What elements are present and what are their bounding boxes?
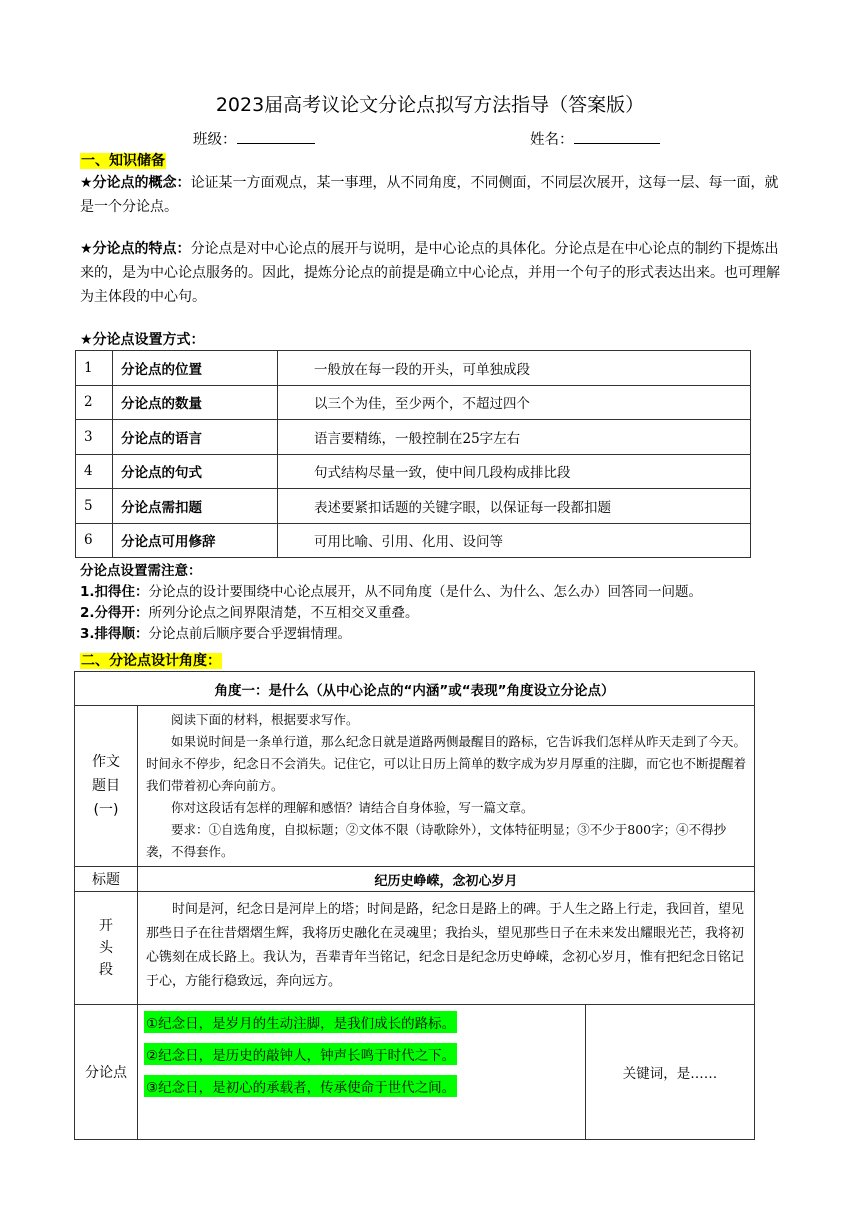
prompt-label: 作文 题目 (一)	[75, 706, 138, 867]
prompt-material: 阅读下面的材料，根据要求写作。 如果说时间是一条单行道，那么纪念日就是道路两侧最醒目的路标，它告诉我们怎样从昨天走到了今天。时间永不停步，纪念日不会消失。记住它，可以让日历上简单的数字成为岁月厚重的注脚，而它也不断提醒着我们带着初心奔向前方。 你对这段话有怎样的理解和感悟？请结合自身体验，写一篇文章。 要求：①自选角度，自拟标题；②文体不限（诗歌除外），文体特征明显；③不少于800字；④不得抄袭，不得套作。	[138, 706, 755, 867]
concept-label: ★分论点的概念：	[80, 175, 191, 191]
angle-header: 角度一：是什么（从中心论点的“内涵”或“表现”角度设立分论点）	[75, 672, 755, 706]
table-row	[75, 706, 755, 867]
section-heading-1: 一、知识储备	[81, 153, 165, 169]
concept-paragraph	[80, 171, 780, 219]
note-item: 3.排得顺：分论点前后顺序要合乎逻辑情理。	[80, 626, 352, 642]
table-row	[75, 1005, 755, 1140]
name-label: 姓名：	[530, 132, 574, 148]
sub-point: ①纪念日，是岁月的生动注脚，是我们成长的路标。	[144, 1011, 457, 1033]
table-row: 3 分论点的语言 语言要精练，一般控制在25字左右	[76, 420, 751, 455]
name-field	[530, 128, 660, 149]
angle-table	[74, 671, 755, 1140]
opening-label: 开 头 段	[75, 892, 138, 1005]
table-row	[75, 892, 755, 1005]
table-row	[75, 867, 755, 892]
setup-table	[75, 350, 751, 558]
table-row	[75, 672, 755, 706]
class-blank[interactable]	[237, 129, 315, 144]
essay-title: 纪历史峥嵘，念初心岁月	[138, 867, 755, 892]
notes-block	[80, 561, 702, 645]
points-label: 分论点	[75, 1005, 138, 1140]
table-row: 5 分论点需扣题 表述要紧扣话题的关键字眼，以保证每一段都扣题	[76, 489, 751, 524]
setup-heading: ★分论点设置方式：	[80, 332, 205, 348]
sub-point: ③纪念日，是初心的承载者，传承使命于世代之间。	[144, 1075, 457, 1097]
notes-heading: 分论点设置需注意：	[80, 563, 202, 579]
class-field	[193, 128, 315, 149]
features-paragraph	[80, 237, 780, 309]
class-label: 班级：	[193, 132, 237, 148]
table-row: 6 分论点可用修辞 可用比喻、引用、化用、设问等	[76, 523, 751, 558]
table-row: 1 分论点的位置 一般放在每一段的开头，可单独成段	[76, 351, 751, 386]
concept-text: 论证某一方面观点，某一事理，从不同角度，不同侧面，不同层次展开，这每一层、每一面，就是一个分论点。	[80, 175, 779, 215]
title-label: 标题	[75, 867, 138, 892]
page-title: 2023届高考议论文分论点拟写方法指导（答案版）	[215, 94, 645, 116]
features-label: ★分论点的特点：	[80, 241, 191, 257]
sub-point: ②纪念日，是历史的敲钟人，钟声长鸣于时代之下。	[144, 1043, 457, 1065]
points-cell	[138, 1005, 586, 1140]
table-row: 4 分论点的句式 句式结构尽量一致，使中间几段构成排比段	[76, 454, 751, 489]
name-blank[interactable]	[574, 129, 660, 144]
opening-paragraph: 时间是河，纪念日是河岸上的塔；时间是路，纪念日是路上的碑。于人生之路上行走，我回首，望见那些日子在往昔熠熠生辉，我将历史融化在灵魂里；我抬头，望见那些日子在未来发出耀眼光芒，我将初心镌刻在成长路上。我认为，吾辈青年当铭记，纪念日是纪念历史峥嵘，念初心岁月，惟有把纪念日铭记于心，方能行稳致远，奔向远方。	[138, 892, 755, 1005]
note-item: 2.分得开：所列分论点之间界限清楚，不互相交叉重叠。	[80, 605, 419, 621]
keyword-note: 关键词，是……	[586, 1005, 755, 1140]
section-heading-2: 二、分论点设计角度：	[81, 653, 221, 669]
features-text: 分论点是对中心论点的展开与说明，是中心论点的具体化。分论点是在中心论点的制约下提炼出来的，是为中心论点服务的。因此，提炼分论点的前提是确立中心论点，并用一个句子的形式表达出来。也可理解为主体段的中心句。	[80, 241, 780, 305]
note-item: 1.扣得住：分论点的设计要围绕中心论点展开，从不同角度（是什么、为什么、怎么办）回答同一问题。	[80, 584, 703, 600]
table-row: 2 分论点的数量 以三个为佳，至少两个，不超过四个	[76, 385, 751, 420]
